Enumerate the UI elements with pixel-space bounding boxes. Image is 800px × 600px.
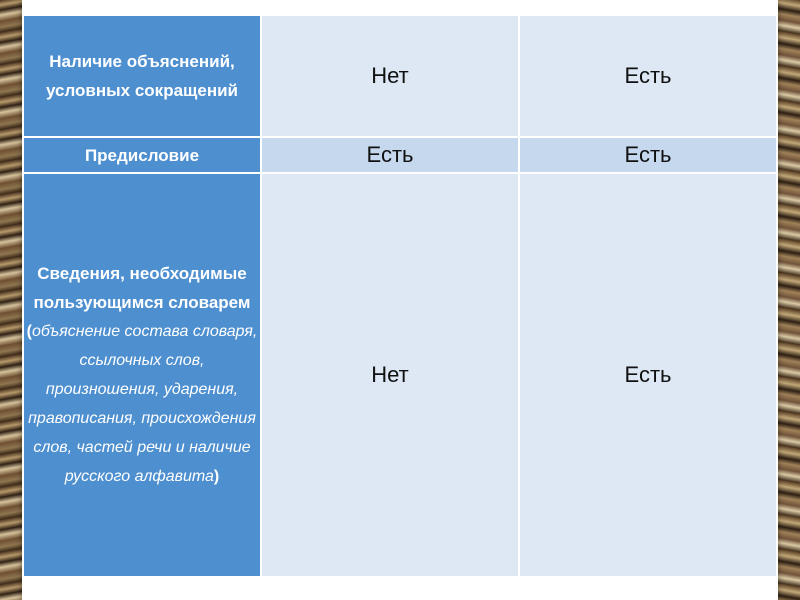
cell-value: Есть <box>366 142 414 167</box>
note-text: объяснение состава словаря, ссылочных слов, произношения, ударения, правописания, происхождения слов, частей речи и наличие русского алфавита <box>28 323 258 485</box>
table-cell <box>519 137 777 173</box>
comparison-table <box>22 14 778 578</box>
table-row <box>23 137 777 173</box>
row-header <box>23 15 261 137</box>
table-cell <box>519 173 777 577</box>
row-header <box>23 137 261 173</box>
note-paren-close: ) <box>213 468 220 485</box>
cell-value: Есть <box>624 63 672 88</box>
table-cell <box>261 137 519 173</box>
bookshelf-right <box>778 0 800 600</box>
table-row <box>23 15 777 137</box>
row-header-text: Предисловие <box>84 145 200 165</box>
note-paren-open: ( <box>26 323 32 340</box>
cell-value: Есть <box>624 362 672 387</box>
slide <box>22 0 778 600</box>
table-row <box>23 173 777 577</box>
row-header-text: Сведения, необходимые пользующимся словарем <box>33 264 251 312</box>
row-header-text: Наличие объяснений, условных сокращений <box>45 52 238 100</box>
table-cell <box>261 173 519 577</box>
row-header <box>23 173 261 577</box>
table-cell <box>261 15 519 137</box>
cell-value: Нет <box>371 362 409 387</box>
cell-value: Есть <box>624 142 672 167</box>
bookshelf-left <box>0 0 22 600</box>
row-header-note <box>24 317 260 491</box>
table-cell <box>519 15 777 137</box>
cell-value: Нет <box>371 63 409 88</box>
